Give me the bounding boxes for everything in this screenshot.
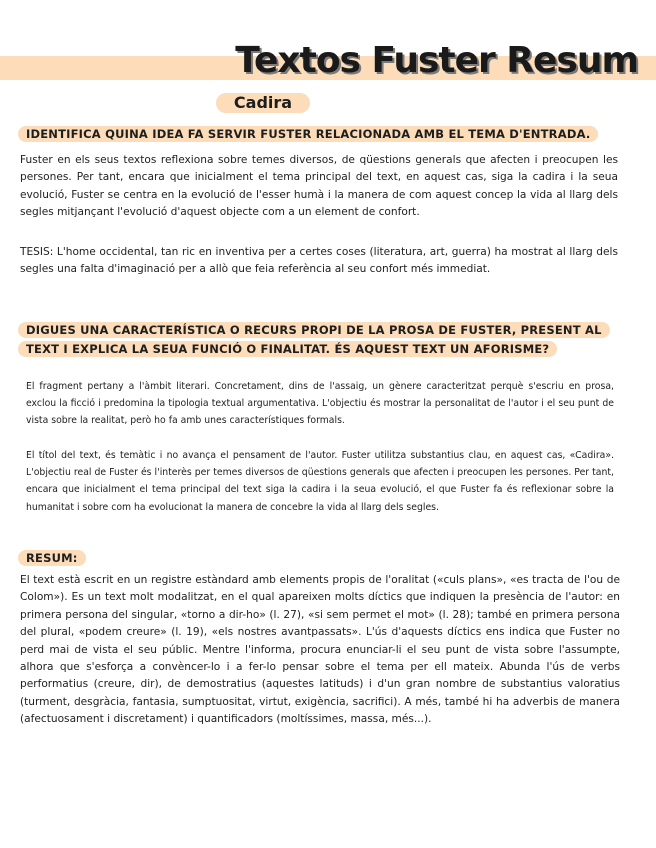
section-2-paragraph-1: El fragment pertany a l'àmbit literari. Concretament, dins de l'assaig, un gènere caracteritzat perquè s'escriu en prosa, exclou la ficció i predomina la tipologia textual argumentativa. L'objectiu és mostrar la personalitat de l'autor i el seu punt de vista sobre la realitat, però ho fa amb unes característiques formals. (26, 381, 614, 427)
section-3-paragraph-1: El text està escrit en un registre estàndard amb elements propis de l'oralitat («culs plans», «es tracta de l'ou de Colom»). Es un text molt modalitzat, en el qual apareixen molts díctics que indiquen la presència de l'autor: en primera persona del singular, «torno a dir-ho» (l. 27), «si sem permet el mot» (l. 28); també en primera persona del plural, «podem creure» (l. 19), «els nostres avantpassats». L'ús d'aquests díctics ens indica que Fuster no perd mai de vista el seu públic. Mentre l'informa, procura enunciar-li el seu punt de vista sobre l'assumpte, alhora que s'esforça a convèncer-lo i a fer-lo pensar sobre el tema per ell mateix. Abunda l'ús de verbs performatius (creure, dir), de demostratius (aquestes latituds) i d'un gran nombre de substantius valoratius (turment, desgràcia, fantasia, sumptuositat, virtut, exigència, sacrifici). A més, també hi ha adverbis de manera (afectuosament i discretament) i quantificadors (moltíssimes, massa, més...). (20, 574, 620, 726)
section-1-thesis: TESIS: L'home occidental, tan ric en inventiva per a certes coses (literatura, art, guerra) ha mostrat al llarg dels segles una falta d'imaginació per a allò que feia referència al seu confort més immediat. (20, 246, 618, 276)
section-2-heading: DIGUES UNA CARACTERÍSTICA O RECURS PROPI DE LA PROSA DE FUSTER, PRESENT AL TEXT I EXPLICA LA SEUA FUNCIÓ O FINALITAT. ÉS AQUEST TEXT UN AFORISME? (18, 321, 618, 359)
section-2-paragraph-2: El títol del text, és temàtic i no avança el pensament de l'autor. Fuster utilitza substantius clau, en aquest cas, «Cadira». L'objectiu real de Fuster és l'interès per temes diversos de qüestions generals que afecten i preocupen les persones. Per tant, encara que inicialment el tema principal del text siga la cadira i la seua evolució, el que Fuster fa és reflexionar sobre la humanitat i sobre com ha evolucionat la manera de concebre la vida al llarg dels segles. (26, 450, 614, 513)
page-title: Textos Fuster Resum (235, 40, 638, 81)
section-1-heading: IDENTIFICA QUINA IDEA FA SERVIR FUSTER RELACIONADA AMB EL TEMA D'ENTRADA. (18, 125, 638, 144)
section-3-heading: RESUM: (18, 549, 218, 568)
page-subtitle: Cadira (216, 93, 310, 113)
section-1-paragraph-1: Fuster en els seus textos reflexiona sobre temes diversos, de qüestions generals que afecten i preocupen les persones. Per tant, encara que inicialment el tema principal del text, en aquest cas, siga la cadira i la seua evolució, Fuster se centra en la evolució de l'esser humà i la manera de com aquest concep la vida al llarg dels segles mitjançant l'evolució d'aquest objecte com a un element de confort. (20, 154, 618, 219)
